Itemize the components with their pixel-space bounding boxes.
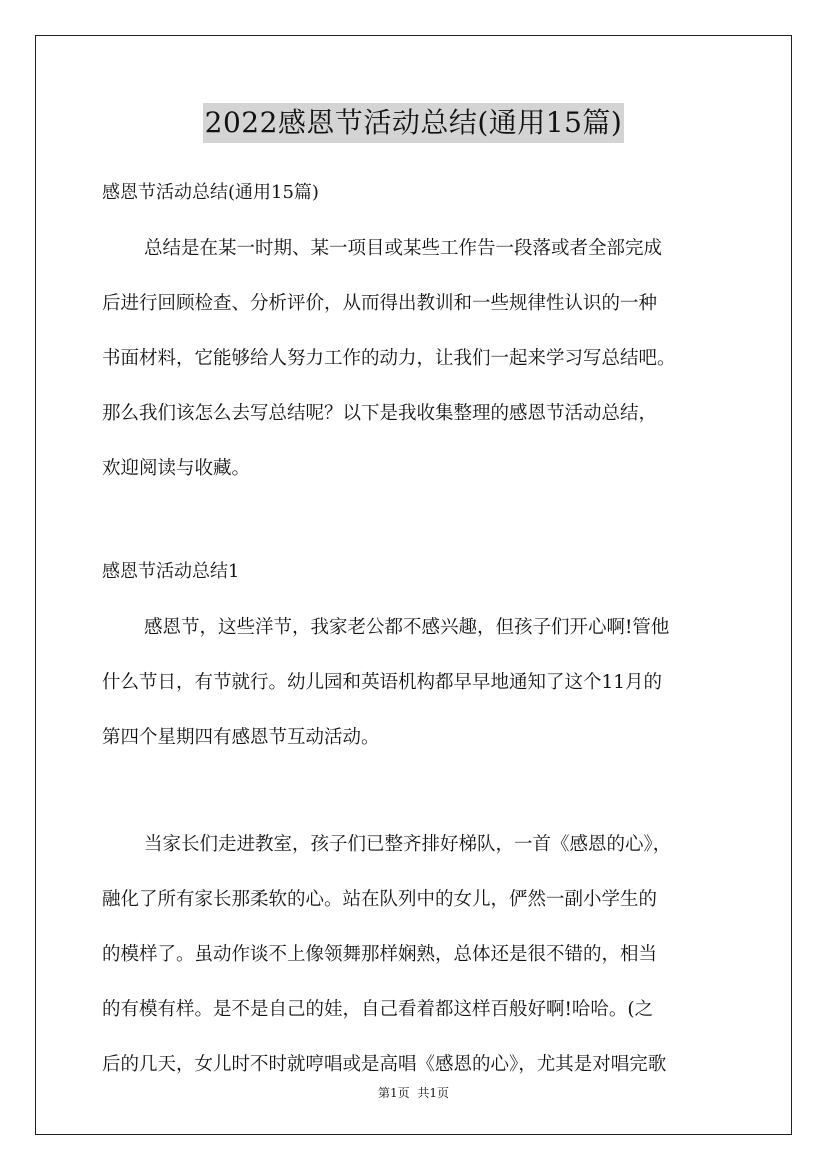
paragraph-line: 的有模有样。是不是自己的娃，自己看着都这样百般好啊!哈哈。(之 <box>102 999 654 1020</box>
paragraph-line: 什么节日，有节就行。幼儿园和英语机构都早早地通知了这个11月的 <box>102 672 663 693</box>
title-container <box>0 103 827 143</box>
page-total-label: 共1页 <box>417 1086 449 1100</box>
paragraph-line: 第四个星期四有感恩节互动活动。 <box>102 727 380 748</box>
section-paragraph-1 <box>102 600 762 765</box>
document-title: 2022感恩节活动总结(通用15篇) <box>203 103 625 143</box>
paragraph-line: 融化了所有家长那柔软的心。站在队列中的女儿，俨然一副小学生的 <box>102 889 658 910</box>
document-subtitle: 感恩节活动总结(通用15篇) <box>102 182 319 203</box>
paragraph-line: 当家长们走进教室，孩子们已整齐排好梯队，一首《感恩的心》， <box>144 834 672 855</box>
paragraph-line: 总结是在某一时期、某一项目或某些工作告一段落或者全部完成 <box>144 238 663 259</box>
paragraph-line: 后的几天，女儿时不时就哼唱或是高唱《感恩的心》，尤其是对唱完歌 <box>102 1054 667 1075</box>
section-heading: 感恩节活动总结1 <box>102 561 240 582</box>
paragraph-line: 的模样了。虽动作谈不上像领舞那样娴熟，总体还是很不错的，相当 <box>102 944 658 965</box>
page-number-label: 第1页 <box>378 1086 410 1100</box>
intro-paragraph <box>102 221 762 496</box>
page-footer <box>0 1084 827 1102</box>
paragraph-line: 后进行回顾检查、分析评价，从而得出教训和一些规律性认识的一种 <box>102 293 658 314</box>
paragraph-line: 感恩节，这些洋节，我家老公都不感兴趣，但孩子们开心啊!管他 <box>144 617 670 638</box>
paragraph-line: 那么我们该怎么去写总结呢？以下是我收集整理的感恩节活动总结， <box>102 403 658 424</box>
section-paragraph-2 <box>102 817 762 1092</box>
paragraph-line: 欢迎阅读与收藏。 <box>102 458 251 479</box>
paragraph-line: 书面材料，它能够给人努力工作的动力，让我们一起来学习写总结吧。 <box>102 348 676 369</box>
